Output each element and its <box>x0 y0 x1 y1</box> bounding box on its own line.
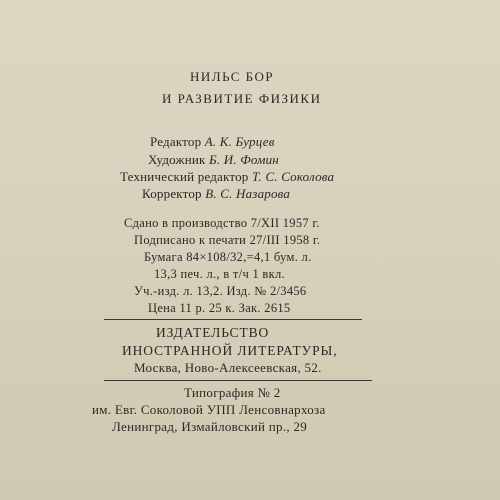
credit-technical-editor-label: Технический редактор <box>120 169 252 184</box>
credit-artist-label: Художник <box>148 152 209 167</box>
publisher-name-line1: ИЗДАТЕЛЬСТВО <box>156 325 270 340</box>
book-title-line2: И РАЗВИТИЕ ФИЗИКИ <box>162 91 322 106</box>
credit-proofreader-name: В. С. Назарова <box>205 186 291 201</box>
book-title-line1: НИЛЬС БОР <box>190 69 275 84</box>
print-info-line: Цена 11 р. 25 к. Зак. 2615 <box>148 301 291 315</box>
printer-affiliation: им. Евг. Соколовой УПП Ленсовнархоза <box>92 402 326 417</box>
credit-artist-name: Б. И. Фомин <box>208 152 279 167</box>
credit-editor-label: Редактор <box>150 134 205 149</box>
print-info-line: Бумага 84×108/32,=4,1 бум. л. <box>144 250 312 264</box>
credit-technical-editor <box>120 170 334 183</box>
credit-artist <box>148 153 279 166</box>
credit-technical-editor-name: Т. С. Соколова <box>251 169 335 184</box>
credit-proofreader-label: Корректор <box>142 186 206 201</box>
print-info-line: Сдано в производство 7/XII 1957 г. <box>124 216 320 230</box>
credit-proofreader <box>142 187 290 200</box>
print-info-line: 13,3 печ. л., в т/ч 1 вкл. <box>154 267 285 281</box>
credit-editor-name: А. К. Бурцев <box>204 134 275 149</box>
printer-name: Типография № 2 <box>184 385 281 400</box>
publisher-name-line2: ИНОСТРАННОЙ ЛИТЕРАТУРЫ, <box>122 343 338 358</box>
print-info-line: Подписано к печати 27/III 1958 г. <box>134 233 321 247</box>
credit-editor <box>150 135 275 148</box>
print-info-line: Уч.-изд. л. 13,2. Изд. № 2/3456 <box>134 284 307 298</box>
divider-rule <box>104 380 372 381</box>
printer-address: Ленинград, Измайловский пр., 29 <box>112 419 308 434</box>
publisher-address: Москва, Ново-Алексеевская, 52. <box>134 360 322 375</box>
divider-rule <box>104 319 362 320</box>
